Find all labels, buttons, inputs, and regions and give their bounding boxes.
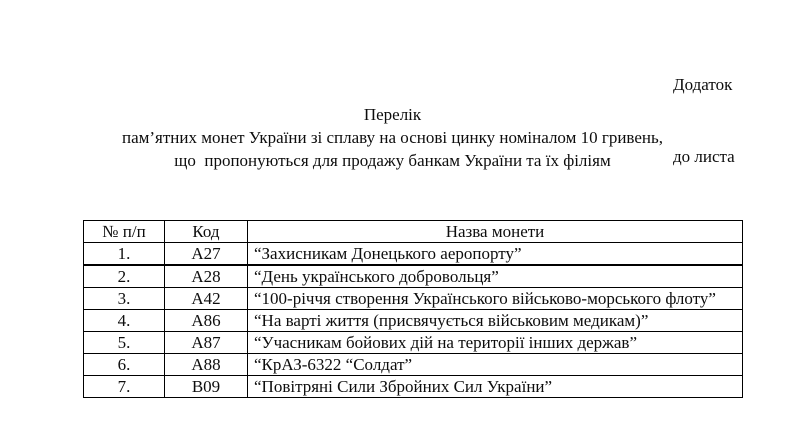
row-number: 1. xyxy=(84,243,165,266)
coin-name: “Учасникам бойових дій на території інших держав” xyxy=(248,332,743,354)
table-row xyxy=(84,265,743,288)
coin-code: А87 xyxy=(165,332,248,354)
table-row xyxy=(84,243,743,266)
appendix-note-line1: Додаток xyxy=(673,75,733,94)
row-number: 3. xyxy=(84,288,165,310)
header-coin-name: Назва монети xyxy=(248,221,743,243)
table-row xyxy=(84,310,743,332)
header-row-number: № п/п xyxy=(84,221,165,243)
coin-code: А88 xyxy=(165,354,248,376)
table-row xyxy=(84,354,743,376)
table-row xyxy=(84,376,743,398)
coin-code: А28 xyxy=(165,265,248,288)
coin-name: “Захисникам Донецького аеропорту” xyxy=(248,243,743,266)
table-header-row xyxy=(84,221,743,243)
coin-name: “КрАЗ-6322 “Солдат” xyxy=(248,354,743,376)
coin-name: “Повітряні Сили Збройних Сил України” xyxy=(248,376,743,398)
appendix-note-line2: до листа xyxy=(673,147,735,166)
coin-name: “День українського добровольця” xyxy=(248,265,743,288)
coin-code: А27 xyxy=(165,243,248,266)
coin-name: “100-річчя створення Українського військово-морського флоту” xyxy=(248,288,743,310)
row-number: 6. xyxy=(84,354,165,376)
header-coin-code: Код xyxy=(165,221,248,243)
coin-name: “На варті життя (присвячується військовим медикам)” xyxy=(248,310,743,332)
coin-code: А42 xyxy=(165,288,248,310)
table-row xyxy=(84,332,743,354)
title-line1: Перелік xyxy=(363,105,422,124)
row-number: 2. xyxy=(84,265,165,288)
row-number: 5. xyxy=(84,332,165,354)
coins-table xyxy=(83,220,743,398)
coin-code: В09 xyxy=(165,376,248,398)
title-line3: що пропонуються для продажу банкам України та їх філіям xyxy=(174,151,611,170)
table-row xyxy=(84,288,743,310)
title-line2: пам’ятних монет України зі сплаву на основі цинку номіналом 10 гривень, xyxy=(121,128,664,147)
document-title xyxy=(0,103,785,172)
coin-code: А86 xyxy=(165,310,248,332)
row-number: 4. xyxy=(84,310,165,332)
row-number: 7. xyxy=(84,376,165,398)
